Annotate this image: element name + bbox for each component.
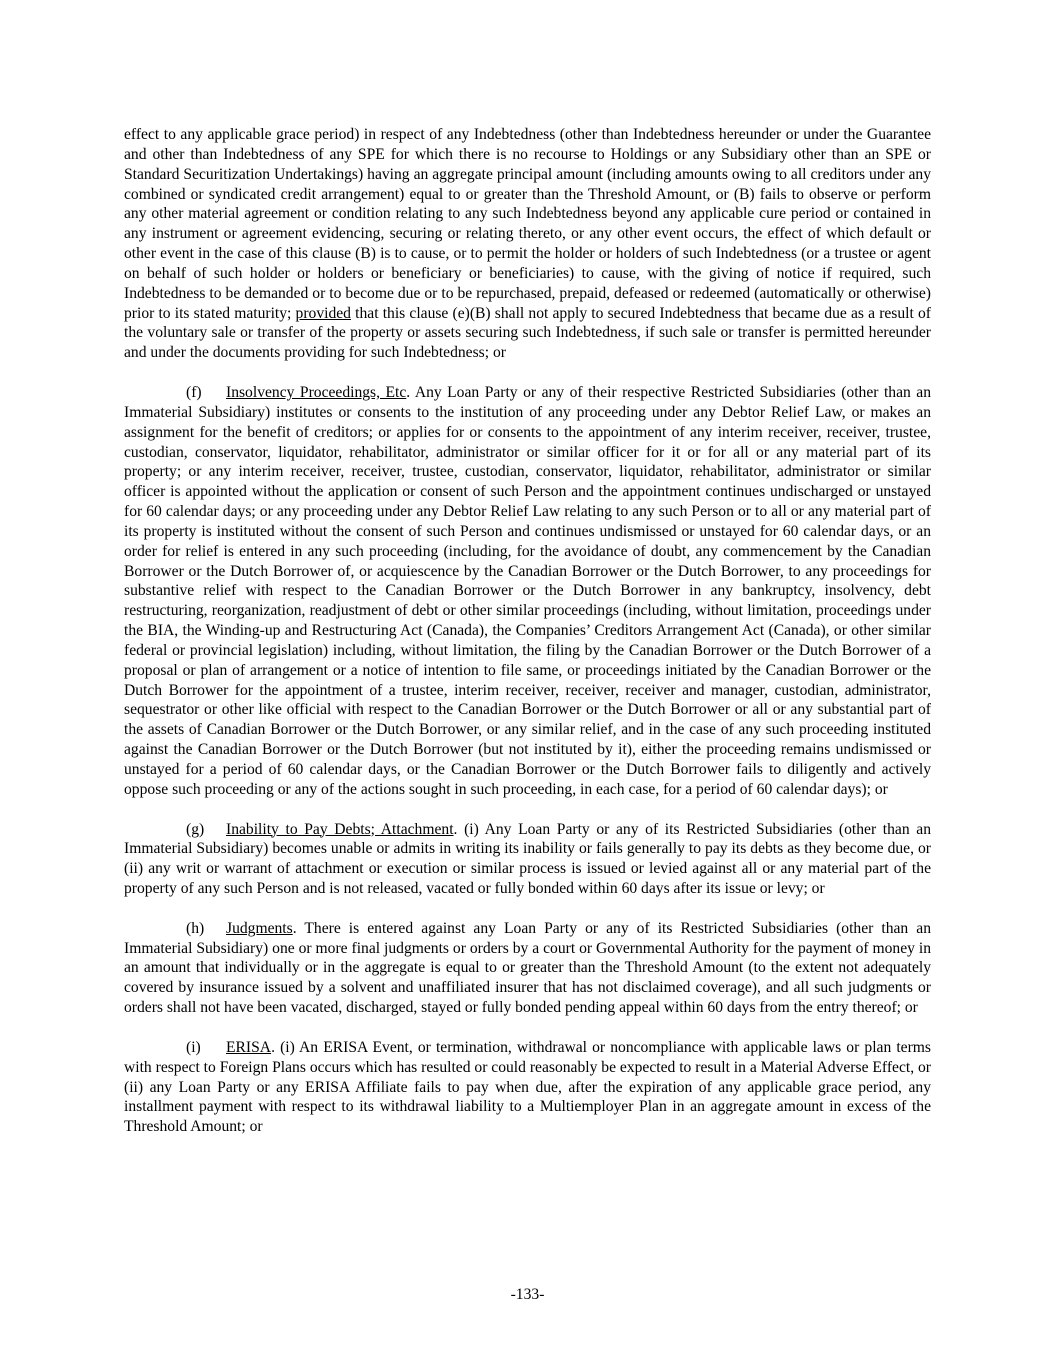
clause-body: . There is entered against any Loan Party or any of its Restricted Subsidiaries (other than an Immaterial Subsidiary) one or more final judgments or orders by a court or Governmental Authority for the payment of money in an amount that individually or in the aggregate is equal to or greater than the Threshold Amount (to the extent not adequately covered by insurance issued by a solvent and unaffiliated insurer that has not disclaimed coverage), and all such judgments or orders shall not have been vacated, discharged, stayed or fully bonded pending appeal within 60 days from the entry thereof; or — [124, 919, 931, 1017]
paragraph-h — [124, 919, 931, 1018]
paragraph-e-continued — [124, 125, 931, 363]
clause-heading: ERISA — [226, 1038, 272, 1056]
clause-label: (h) — [186, 919, 205, 937]
clause-label: (i) — [186, 1038, 201, 1056]
clause-heading: Inability to Pay Debts; Attachment — [226, 820, 454, 838]
paragraph-text: effect to any applicable grace period) in respect of any Indebtedness (other than Indebtedness hereunder or under the Guarantee and other than Indebtedness of any SPE for which there is no recourse to Holdings or any Subsidiary other than an SPE or Standard Securitization Undertakings) having an aggregate principal amount (including amounts owing to all creditors under any combined or syndicated credit arrangement) equal to or greater than the Threshold Amount, or (B) fails to observe or perform any other material agreement or condition relating to any such Indebtedness beyond any applicable cure period or contained in any instrument or agreement evidencing, securing or relating thereto, or any other event occurs, the effect of which default or other event in the case of this clause (B) is to cause, or to permit the holder or holders of such Indebtedness (or a trustee or agent on behalf of such holder or holders or beneficiary or beneficiaries) to cause, with the giving of notice if required, such Indebtedness to be demanded or to become due or to be repurchased, prepaid, defeased or redeemed (automatically or otherwise) prior to its stated maturity; — [124, 126, 931, 322]
clause-heading: Insolvency Proceedings, Etc — [226, 383, 407, 401]
clause-heading: Judgments — [226, 919, 293, 937]
paragraph-i — [124, 1038, 931, 1137]
clause-label: (g) — [186, 820, 205, 838]
clause-body: . Any Loan Party or any of their respective Restricted Subsidiaries (other than an Immaterial Subsidiary) institutes or consents to the institution of any proceeding under any Debtor Relief Law, or makes an assignment for the benefit of creditors; or applies for or consents to the appointment of any interim receiver, receiver, trustee, custodian, conservator, liquidator, rehabilitator, administrator or similar officer for it or for all or any material part of its property; or any interim receiver, receiver, trustee, custodian, conservator, liquidator, rehabilitator, administrator or similar officer is appointed without the application or consent of such Person and the appointment continues undischarged or unstayed for 60 calendar days; or any proceeding under any Debtor Relief Law relating to any such Person or to all or any material part of its property is instituted without the consent of such Person and continues undismissed or unstayed for 60 calendar days, or an order for relief is entered in any such proceeding (including, for the avoidance of doubt, any commencement by the Canadian Borrower or the Dutch Borrower of, or acquiescence by the Canadian Borrower or the Dutch Borrower, to any proceedings for substantive relief with respect to the Canadian Borrower or the Dutch Borrower in any bankruptcy, insolvency, debt restructuring, reorganization, readjustment of debt or other similar proceedings (including, without limitation, proceedings under the BIA, the Winding-up and Restructuring Act (Canada), the Companies’ Creditors Arrangement Act (Canada), or other similar federal or provincial legislation) including, without limitation, the filing by the Canadian Borrower or the Dutch Borrower of a proposal or plan of arrangement or a notice of intention to file same, or proceedings initiated by the Canadian Borrower or the Dutch Borrower for the appointment of a trustee, interim receiver, receiver, receiver and manager, custodian, administrator, sequestrator or other like official with respect to the Canadian Borrower or the Dutch Borrower or all or any substantial part of the assets of Canadian Borrower or the Dutch Borrower, or any similar relief, and in the case of any such proceeding instituted against the Canadian Borrower or the Dutch Borrower (but not instituted by it), either the proceeding remains undismissed or unstayed for a period of 60 calendar days, or the Canadian Borrower or the Dutch Borrower fails to diligently and actively oppose such proceeding or any of the actions sought in such proceeding, in each case, for a period of 60 calendar days); or — [124, 383, 931, 798]
document-page — [124, 125, 931, 1157]
page-number: -133- — [510, 1286, 545, 1303]
clause-body: . (i) Any Loan Party or any of its Restricted Subsidiaries (other than an Immaterial Subsidiary) becomes unable or admits in writing its inability or fails generally to pay its debts as they become due, or (ii) any writ or warrant of attachment or execution or similar process is issued or levied against all or any material part of the property of any such Person and is not released, vacated or fully bonded within 60 days after its issue or levy; or — [124, 820, 931, 898]
paragraph-text: that this clause (e)(B) shall not apply to secured Indebtedness that became due as a result of the voluntary sale or transfer of the property or assets securing such Indebtedness, if such sale or transfer is permitted hereunder and under the documents providing for such Indebtedness; or — [124, 304, 931, 362]
clause-label: (f) — [186, 383, 202, 401]
paragraph-f — [124, 383, 931, 800]
paragraph-g — [124, 820, 931, 899]
clause-body: . (i) An ERISA Event, or termination, withdrawal or noncompliance with applicable laws or plan terms with respect to Foreign Plans occurs which has resulted or could reasonably be expected to result in a Material Adverse Effect, or (ii) any Loan Party or any ERISA Affiliate fails to pay when due, after the expiration of any applicable grace period, any installment payment with respect to its withdrawal liability to a Multiemployer Plan in an aggregate amount in excess of the Threshold Amount; or — [124, 1038, 931, 1136]
provided-term: provided — [295, 304, 351, 322]
